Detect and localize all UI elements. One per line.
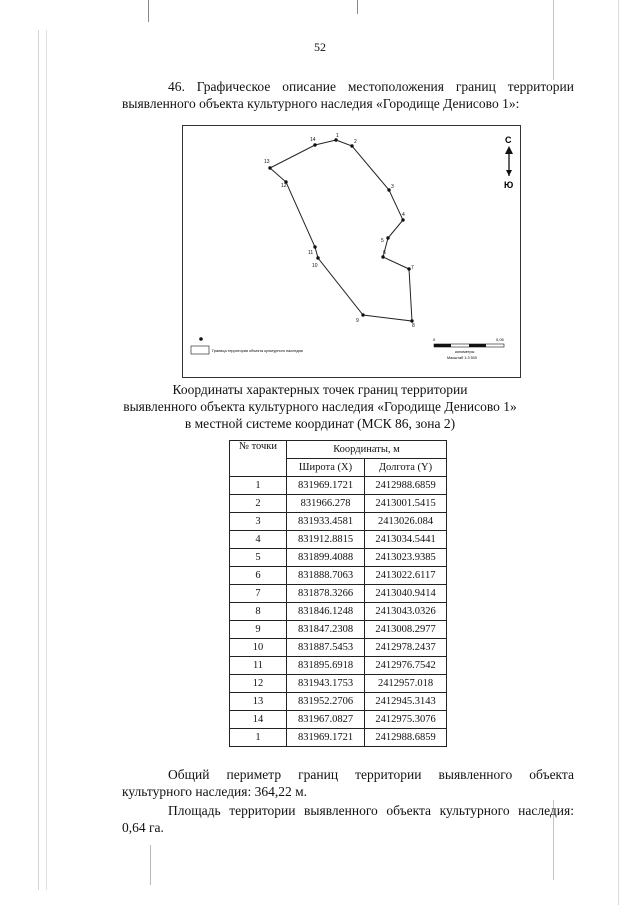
table-row [230,549,447,567]
map-label-14: 14 [310,137,316,143]
cell-latitude: 831967.0827 [287,711,365,729]
scan-line [618,0,619,905]
perimeter-line2: культурного наследия: 364,22 м. [122,784,308,799]
table-row [230,693,447,711]
map-label-11: 11 [308,250,314,256]
item-title [122,78,574,95]
cell-longitude: 2412945.3143 [365,693,447,711]
scale-zero: 0 [433,337,436,342]
cell-longitude: 2413034.5441 [365,531,447,549]
cell-latitude: 831933.4581 [287,513,365,531]
legend-text: Граница территории объекта культурного наследия [212,349,303,353]
table-row [230,477,447,495]
cell-latitude: 831899.4088 [287,549,365,567]
header-point-number: № точки [230,441,287,477]
table-row [230,729,447,747]
header-coordinates: Координаты, м [287,441,447,459]
table-row [230,567,447,585]
cell-latitude: 831878.3266 [287,585,365,603]
cell-longitude: 2412988.6859 [365,729,447,747]
header-longitude: Долгота (Y) [365,459,447,477]
cell-point-number: 10 [230,639,287,657]
cell-longitude: 2412975.3076 [365,711,447,729]
map-label-9: 9 [356,318,359,324]
map-label-6: 6 [383,250,386,256]
cell-point-number: 11 [230,657,287,675]
cell-longitude: 2413043.0326 [365,603,447,621]
cell-latitude: 831969.1721 [287,477,365,495]
scan-line [148,0,149,22]
caption-line1: Координаты характерных точек границ территории [172,382,468,397]
cell-point-number: 1 [230,729,287,747]
scale-unit: километры [455,350,475,354]
cell-point-number: 4 [230,531,287,549]
cell-longitude: 2412976.7542 [365,657,447,675]
cell-latitude: 831966.278 [287,495,365,513]
cell-longitude: 2413001.5415 [365,495,447,513]
cell-latitude: 831847.2308 [287,621,365,639]
cell-point-number: 1 [230,477,287,495]
cell-point-number: 5 [230,549,287,567]
cell-longitude: 2412988.6859 [365,477,447,495]
table-row [230,513,447,531]
cell-point-number: 3 [230,513,287,531]
map-point-9 [361,313,364,316]
cell-point-number: 8 [230,603,287,621]
table-row [230,675,447,693]
cell-latitude: 831912.8815 [287,531,365,549]
cell-latitude: 831969.1721 [287,729,365,747]
coordinates-table [229,440,447,747]
cell-latitude: 831888.7063 [287,567,365,585]
item-title-line2: выявленного объекта культурного наследия «Городище Денисово 1»: [122,96,520,111]
map-label-13: 13 [264,159,270,165]
map-label-12: 12 [281,183,287,189]
table-row [230,495,447,513]
map-point-5 [386,236,389,239]
cell-latitude: 831895.6918 [287,657,365,675]
boundary-map [182,125,521,378]
map-label-10: 10 [312,263,318,269]
cell-longitude: 2413023.9385 [365,549,447,567]
table-row [230,639,447,657]
header-latitude: Широта (X) [287,459,365,477]
cell-latitude: 831943.1753 [287,675,365,693]
map-point-14 [313,143,316,146]
table-row [230,621,447,639]
boundary-polygon [270,140,412,321]
table-row [230,657,447,675]
page-number: 52 [314,40,326,54]
cell-point-number: 2 [230,495,287,513]
caption-line2: выявленного объекта культурного наследия «Городище Денисово 1» [123,399,517,414]
area-line2: 0,64 га. [122,820,164,835]
cell-longitude: 2413008.2977 [365,621,447,639]
scale-text: Масштаб 1:3 500 [447,356,477,360]
cell-longitude: 2413026.084 [365,513,447,531]
cell-latitude: 831952.2706 [287,693,365,711]
map-label-5: 5 [381,238,384,244]
cell-point-number: 14 [230,711,287,729]
table-row [230,585,447,603]
north-arrow-icon [505,146,513,176]
map-label-3: 3 [391,184,394,190]
map-point-13 [268,166,271,169]
cell-point-number: 9 [230,621,287,639]
scan-line [150,845,151,885]
caption-line3: в местной системе координат (МСК 86, зона 2) [184,416,456,431]
table-caption [0,381,640,432]
map-point-10 [316,256,319,259]
table-body [230,477,447,747]
cell-latitude: 831846.1248 [287,603,365,621]
map-label-8: 8 [412,323,415,329]
north-label: С [505,135,512,145]
cell-longitude: 2413022.6117 [365,567,447,585]
map-label-1: 1 [336,133,339,139]
item-title-line1: Графическое описание местоположения границ территории [196,79,574,94]
cell-point-number: 12 [230,675,287,693]
area-line1: Площадь территории выявленного объекта культурного наследия: [168,803,574,818]
cell-latitude: 831887.5453 [287,639,365,657]
scan-line [357,0,358,14]
map-label-4: 4 [402,212,405,218]
table-row [230,711,447,729]
south-label: Ю [504,180,514,190]
perimeter-line1: Общий периметр границ территории выявленного объекта [168,767,574,782]
cell-point-number: 6 [230,567,287,585]
scan-line [38,30,39,890]
cell-point-number: 13 [230,693,287,711]
scale-end: 0,05 [496,337,504,342]
item-number: 46. [168,79,185,94]
scan-line [46,30,47,890]
cell-point-number: 7 [230,585,287,603]
table-row [230,531,447,549]
table-row [230,603,447,621]
cell-longitude: 2413040.9414 [365,585,447,603]
map-legend [191,337,303,354]
scale-bar [433,337,505,360]
map-point-4 [401,218,404,221]
map-point-11 [313,245,316,248]
cell-longitude: 2412957.018 [365,675,447,693]
cell-longitude: 2412978.2437 [365,639,447,657]
map-label-2: 2 [354,139,357,145]
map-label-7: 7 [411,265,414,271]
map-svg [183,126,520,377]
